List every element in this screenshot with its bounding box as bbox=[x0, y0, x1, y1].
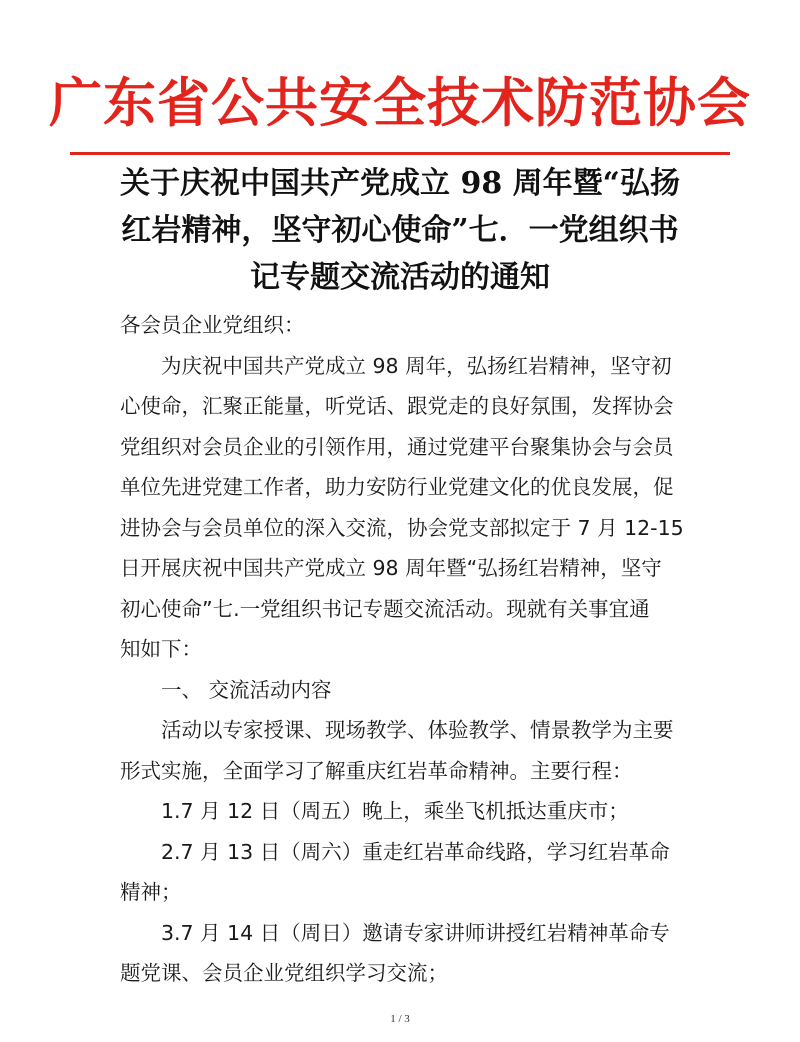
section-1-line-1: 活动以专家授课、现场教学、体验教学、情景教学为主要 bbox=[161, 718, 674, 742]
salutation: 各会员企业党组织： bbox=[120, 313, 305, 337]
intro-line-4: 单位先进党建工作者，助力安防行业党建文化的优良发展，促 bbox=[120, 475, 674, 499]
page-number: 1 / 3 bbox=[390, 1013, 410, 1025]
red-divider-line bbox=[70, 152, 730, 155]
title-line-2: 红岩精神，坚守初心使命”七．一党组织书 bbox=[121, 213, 679, 248]
itinerary-item-1: 1.7 月 12 日（周五）晚上，乘坐飞机抵达重庆市； bbox=[161, 799, 629, 823]
intro-line-2: 心使命，汇聚正能量，听党话、跟党走的良好氛围，发挥协会 bbox=[120, 394, 674, 418]
itinerary-item-2-line-1: 2.7 月 13 日（周六）重走红岩革命线路，学习红岩革命 bbox=[161, 839, 670, 864]
intro-line-3: 党组织对会员企业的引领作用，通过党建平台聚集协会与会员 bbox=[120, 434, 674, 459]
intro-line-5: 进协会与会员单位的深入交流，协会党支部拟定于 7 月 12-15 bbox=[120, 515, 684, 540]
intro-line-6: 日开展庆祝中国共产党成立 98 周年暨“弘扬红岩精神，坚守 bbox=[120, 556, 662, 580]
itinerary-item-3-line-2: 题党课、会员企业党组织学习交流； bbox=[120, 961, 448, 985]
organization-header: 广东省公共安全技术防范协会 bbox=[49, 72, 751, 134]
document-title bbox=[70, 160, 730, 301]
intro-line-7: 初心使命”七.一党组织书记专题交流活动。现就有关事宜通 bbox=[120, 596, 650, 621]
section-1-heading: 一、 交流活动内容 bbox=[161, 677, 332, 702]
section-1-line-2: 形式实施，全面学习了解重庆红岩革命精神。主要行程： bbox=[120, 758, 633, 783]
itinerary-item-3-line-1: 3.7 月 14 日（周日）邀请专家讲师讲授红岩精神革命专 bbox=[161, 920, 670, 945]
intro-line-8: 知如下： bbox=[120, 637, 202, 661]
document-body bbox=[120, 305, 685, 994]
title-line-1: 关于庆祝中国共产党成立 98 周年暨“弘扬 bbox=[120, 166, 680, 201]
itinerary-item-2-line-2: 精神； bbox=[120, 880, 182, 904]
title-line-3: 记专题交流活动的通知 bbox=[250, 260, 550, 295]
intro-line-1: 为庆祝中国共产党成立 98 周年，弘扬红岩精神，坚守初 bbox=[161, 353, 672, 378]
